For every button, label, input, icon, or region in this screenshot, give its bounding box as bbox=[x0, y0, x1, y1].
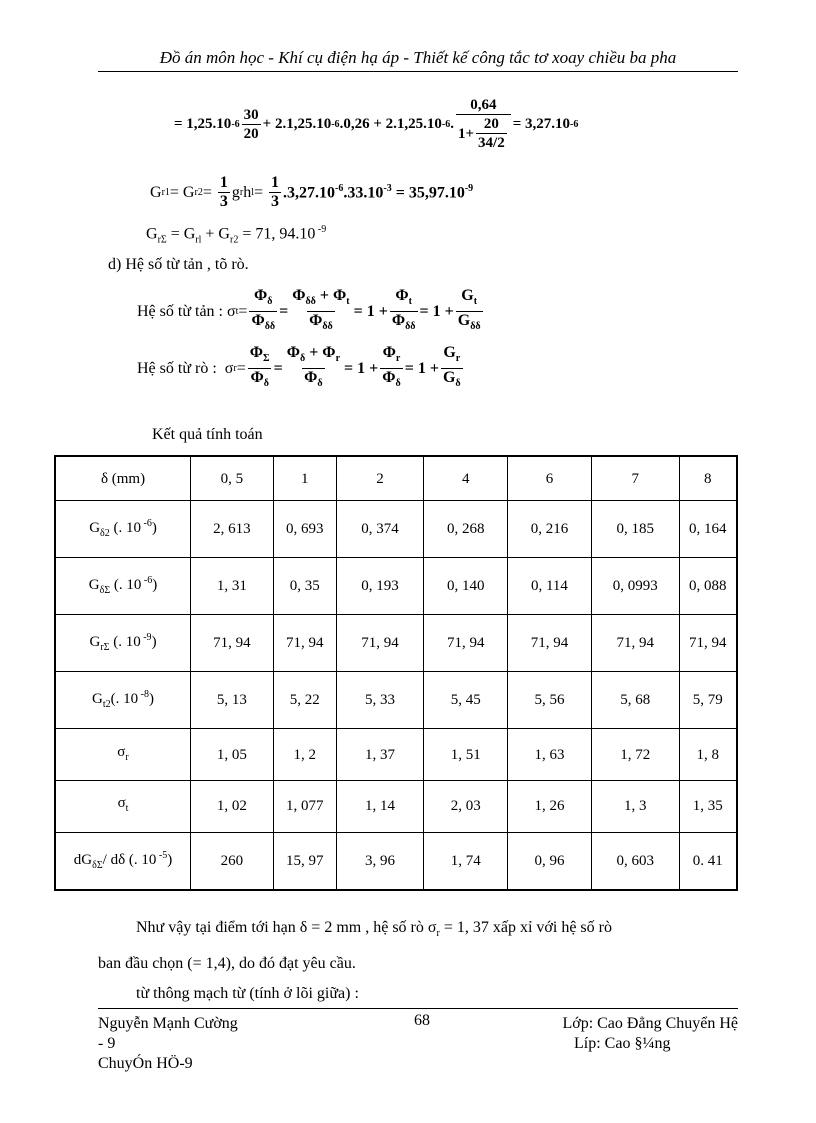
table-cell: 71, 94 bbox=[336, 615, 424, 672]
table-cell: 0. 41 bbox=[679, 832, 737, 890]
table-cell: 8 bbox=[679, 456, 737, 501]
table-cell: 1, 26 bbox=[508, 781, 592, 833]
table-cell: 5, 56 bbox=[508, 672, 592, 729]
row-label: $dG_{\delta\Sigma}/$ dδ (. 10 $^{-5}$) bbox=[55, 832, 191, 890]
table-cell: 0, 164 bbox=[679, 501, 737, 558]
table-cell: 1, 02 bbox=[191, 781, 274, 833]
table-cell: 1, 077 bbox=[273, 781, 336, 833]
table-cell: 0, 268 bbox=[424, 501, 508, 558]
table-cell: 0, 185 bbox=[591, 501, 679, 558]
table-cell: 1, 05 bbox=[191, 729, 274, 781]
table-cell: 0, 96 bbox=[508, 832, 592, 890]
table-cell: 71, 94 bbox=[424, 615, 508, 672]
table-cell: 1, 74 bbox=[424, 832, 508, 890]
equation-sigma-t: Hệ số từ tản : σ t = $\frac{\Phi_\delta}{\Phi_{\delta\delta}}$ = $\frac{\Phi_{\delta\delta} + \Phi_t}{\Phi_{\delta\delta}}$ = 1 + $\frac{\Phi_t}{\Phi_{\delta\delta}}$ = 1 + $\frac{G_t}{G_{\delta\delta}}$ bbox=[137, 287, 485, 336]
table-cell: 5, 68 bbox=[591, 672, 679, 729]
equation-gr-calc: = 1,25.10 -6 $\frac{30}{20}$ + 2.1,25.10 -6 .0,26 + 2.1,25.10 -6 . 0,64 1+ $\frac{20}{34/2}$ = 3,27.10 -6 bbox=[174, 97, 579, 151]
table-cell: 1 bbox=[273, 456, 336, 501]
equation-gr-sum: $G_{r\Sigma} = G_{rl} + G_{r2} = 71$, 94.10 $^{-9}$ bbox=[146, 224, 327, 246]
row-label: $\sigma_t$ bbox=[55, 781, 191, 833]
table-cell: 260 bbox=[191, 832, 274, 890]
table-cell: 71, 94 bbox=[273, 615, 336, 672]
table-cell: 5, 33 bbox=[336, 672, 424, 729]
table-cell: 71, 94 bbox=[508, 615, 592, 672]
table-cell: 0, 088 bbox=[679, 558, 737, 615]
table-cell: 1, 51 bbox=[424, 729, 508, 781]
table-cell: 71, 94 bbox=[191, 615, 274, 672]
table-cell: 5, 45 bbox=[424, 672, 508, 729]
table-row bbox=[55, 456, 737, 501]
table-cell: 71, 94 bbox=[679, 615, 737, 672]
table-cell: 2, 613 bbox=[191, 501, 274, 558]
table-row bbox=[55, 501, 737, 558]
equation-sigma-r: Hệ số từ rò : σ r = $\frac{\Phi_\Sigma}{\Phi_\delta}$ = $\frac{\Phi_\delta + \Phi_r}{\Phi_\delta}$ = 1 + $\frac{\Phi_r}{\Phi_\delta}$ = 1 + $\frac{G_r}{G_\delta}$ bbox=[137, 344, 465, 393]
table-cell: 0, 374 bbox=[336, 501, 424, 558]
table-row bbox=[55, 558, 737, 615]
table-cell: 1, 72 bbox=[591, 729, 679, 781]
table-row bbox=[55, 781, 737, 833]
table-cell: 0, 603 bbox=[591, 832, 679, 890]
table-cell: 4 bbox=[424, 456, 508, 501]
table-cell: 0, 5 bbox=[191, 456, 274, 501]
header-rule bbox=[98, 71, 738, 72]
table-cell: 1, 31 bbox=[191, 558, 274, 615]
row-label: $G_{r\Sigma}$ (. 10 $^{-9}$) bbox=[55, 615, 191, 672]
table-cell: 1, 37 bbox=[336, 729, 424, 781]
table-cell: 3, 96 bbox=[336, 832, 424, 890]
footer-class bbox=[518, 1014, 738, 1054]
table-cell: 2, 03 bbox=[424, 781, 508, 833]
table-cell: 5, 13 bbox=[191, 672, 274, 729]
footer-rule bbox=[98, 1008, 738, 1009]
table-cell: 1, 8 bbox=[679, 729, 737, 781]
table-caption: Kết quả tính toán bbox=[152, 426, 263, 443]
table-cell: 5, 22 bbox=[273, 672, 336, 729]
conclusion-paragraph: Như vậy tại điểm tới hạn δ = 2 mm , hệ số rò $\sigma_r = 1$, 37 xấp xỉ với hệ số rò ban đầu chọn (= 1,4), do đó đạt yêu cầu. từ thông mạch từ (tính ở lõi giữa) : bbox=[98, 919, 612, 1003]
table-cell: 6 bbox=[508, 456, 592, 501]
row-label: δ (mm) bbox=[55, 456, 191, 501]
table-cell: 1, 14 bbox=[336, 781, 424, 833]
footer-author-garbled: ChuyÓn HÖ-9 bbox=[98, 1055, 193, 1072]
table-cell: 71, 94 bbox=[591, 615, 679, 672]
footer-class-garbled: Líp: Cao §¼ng bbox=[574, 1035, 671, 1052]
table-row bbox=[55, 672, 737, 729]
table-cell: 0, 193 bbox=[336, 558, 424, 615]
footer-author-name: Nguyễn Mạnh Cường bbox=[98, 1015, 238, 1032]
page-number: 68 bbox=[414, 1012, 430, 1029]
table-cell: 5, 79 bbox=[679, 672, 737, 729]
table-cell: 1, 35 bbox=[679, 781, 737, 833]
table-cell: 15, 97 bbox=[273, 832, 336, 890]
row-label: $G_{\delta\Sigma}$ (. 10 $^{-6}$) bbox=[55, 558, 191, 615]
row-label: $G_{t2}$(. 10 $^{-8}$) bbox=[55, 672, 191, 729]
equation-gr1-gr2: G r1 = G r2 = $\frac{1}{3}$ g r h l = $\frac{1}{3}$ $.3,27.10^{-6}.33.10^{-3} = 35,97.10^{-9}$ bbox=[150, 174, 474, 210]
row-label: $G_{\delta 2}$ (. 10 $^{-6}$) bbox=[55, 501, 191, 558]
table-row bbox=[55, 729, 737, 781]
table-cell: 0, 140 bbox=[424, 558, 508, 615]
row-label: $\sigma_r$ bbox=[55, 729, 191, 781]
table-cell: 0, 0993 bbox=[591, 558, 679, 615]
table-row bbox=[55, 615, 737, 672]
table-cell: 0, 35 bbox=[273, 558, 336, 615]
section-heading: d) Hệ số từ tản , tõ rò. bbox=[108, 256, 249, 273]
footer-author-suffix: - 9 bbox=[98, 1035, 116, 1052]
table-cell: 7 bbox=[591, 456, 679, 501]
footer-author bbox=[98, 1014, 238, 1074]
table-cell: 2 bbox=[336, 456, 424, 501]
results-table bbox=[54, 455, 738, 891]
table-cell: 0, 216 bbox=[508, 501, 592, 558]
table-cell: 0, 693 bbox=[273, 501, 336, 558]
table-row bbox=[55, 832, 737, 890]
table-cell: 1, 2 bbox=[273, 729, 336, 781]
table-cell: 0, 114 bbox=[508, 558, 592, 615]
footer-class-line: Lớp: Cao Đẳng Chuyển Hệ bbox=[562, 1015, 738, 1032]
table-cell: 1, 3 bbox=[591, 781, 679, 833]
table-cell: 1, 63 bbox=[508, 729, 592, 781]
page-header: Đồ án môn học - Khí cụ điện hạ áp - Thiết kế công tắc tơ xoay chiều ba pha bbox=[159, 48, 677, 67]
